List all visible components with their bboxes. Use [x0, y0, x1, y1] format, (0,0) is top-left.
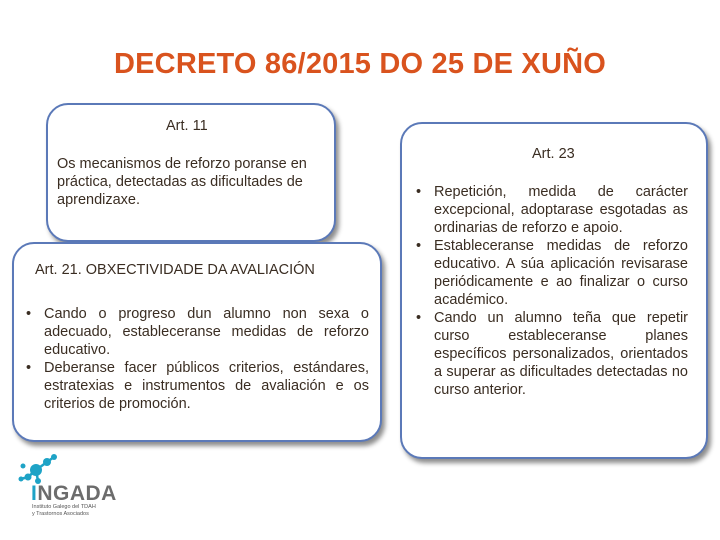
logo-subtitle-line: y Trastornos Asociados — [32, 511, 89, 517]
list-item: • Cando un alumno teña que repetir curso estableceranse planes específicos personalizados, orientados a superar as dificultades detectadas no curso anterior. — [414, 309, 688, 399]
article-23-list — [414, 183, 688, 399]
logo-name-rest: NGADA — [37, 482, 117, 505]
article-11-heading: Art. 11 — [166, 118, 208, 134]
list-item: • Deberanse facer públicos criterios, estándares, estratexias e instrumentos de avaliación e os criterios de promoción. — [24, 359, 369, 413]
logo-subtitle — [32, 504, 96, 518]
article-23-heading: Art. 23 — [532, 146, 575, 162]
logo-name — [31, 482, 117, 506]
article-11-text: Os mecanismos de reforzo poranse en práctica, detectadas as dificultades de aprendizaxe. — [57, 156, 307, 208]
list-item: • Cando o progreso dun alumno non sexa o adecuado, estableceranse medidas de reforzo educativo. — [24, 305, 369, 359]
article-21-heading: Art. 21. OBXECTIVIDADE DA AVALIACIÓN — [35, 262, 315, 278]
list-item: • Repetición, medida de carácter excepcional, adoptarase esgotadas as ordinarias de reforzo e apoio. — [414, 183, 688, 237]
logo-name-lead: I — [31, 482, 38, 505]
logo-subtitle-line: Instituto Galego del TDAH — [32, 504, 96, 510]
list-item: • Estableceranse medidas de reforzo educativo. A súa aplicación revisarase periódicamente e ao finalizar o curso académico. — [414, 237, 688, 309]
page-title: DECRETO 86/2015 DO 25 DE XUÑO — [113, 48, 606, 80]
article-21-list — [24, 305, 369, 413]
